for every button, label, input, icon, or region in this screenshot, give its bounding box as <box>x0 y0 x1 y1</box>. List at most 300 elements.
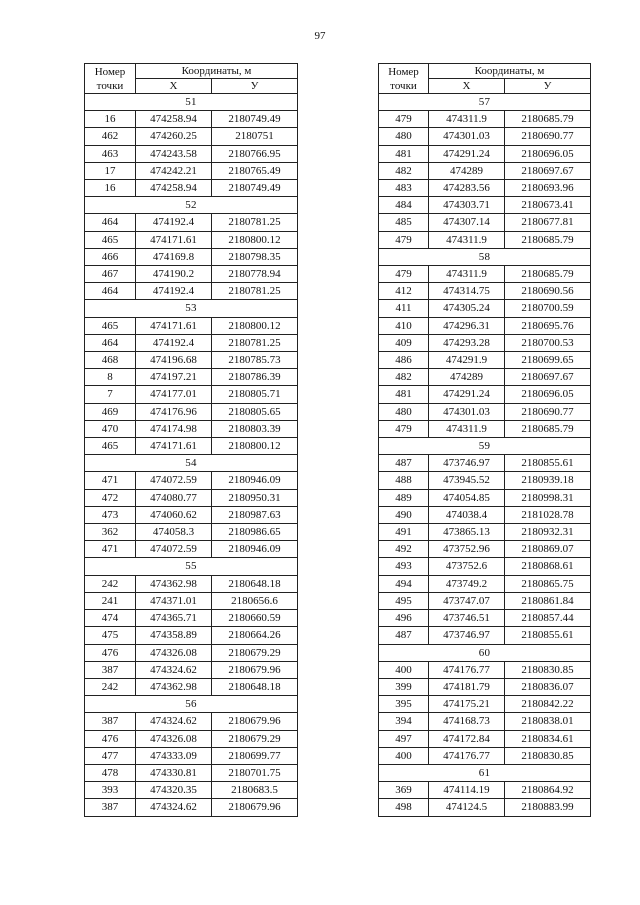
y-coordinate-cell: 2180946.09 <box>212 472 298 489</box>
x-coordinate-cell: 474172.84 <box>429 730 505 747</box>
table-body-right <box>379 94 591 817</box>
y-coordinate-cell: 2180690.77 <box>505 403 591 420</box>
table-row <box>379 575 591 592</box>
table-row <box>379 610 591 627</box>
y-coordinate-cell: 2180664.26 <box>212 627 298 644</box>
table-row <box>85 180 298 197</box>
table-row <box>379 541 591 558</box>
point-number-cell: 496 <box>379 610 429 627</box>
x-coordinate-cell: 474291.24 <box>429 145 505 162</box>
point-number-cell: 463 <box>85 145 136 162</box>
y-coordinate-cell: 2180786.39 <box>212 369 298 386</box>
table-row <box>379 661 591 678</box>
table-row <box>85 334 298 351</box>
point-number-header-line1: Номер <box>388 65 419 78</box>
y-coordinate-cell: 2180785.73 <box>212 352 298 369</box>
table-row <box>85 317 298 334</box>
point-number-cell: 465 <box>85 231 136 248</box>
point-number-cell: 481 <box>379 145 429 162</box>
y-coordinate-cell: 2180939.18 <box>505 472 591 489</box>
x-coordinate-cell: 474296.31 <box>429 317 505 334</box>
table-row <box>379 592 591 609</box>
point-number-cell: 489 <box>379 489 429 506</box>
x-coordinate-cell: 474301.03 <box>429 128 505 145</box>
point-number-cell: 488 <box>379 472 429 489</box>
table-row <box>379 489 591 506</box>
x-coordinate-cell: 474080.77 <box>136 489 212 506</box>
point-number-cell: 470 <box>85 420 136 437</box>
table-row <box>85 627 298 644</box>
point-number-cell: 469 <box>85 403 136 420</box>
table-row <box>85 420 298 437</box>
x-coordinate-cell: 474305.24 <box>429 300 505 317</box>
group-number: 56 <box>85 696 298 713</box>
point-number-cell: 462 <box>85 128 136 145</box>
point-number-cell: 467 <box>85 266 136 283</box>
x-coordinate-cell: 474283.56 <box>429 180 505 197</box>
y-coordinate-cell: 2180677.81 <box>505 214 591 231</box>
point-number-cell: 465 <box>85 317 136 334</box>
point-number-cell: 17 <box>85 162 136 179</box>
point-number-cell: 7 <box>85 386 136 403</box>
group-number: 54 <box>85 455 298 472</box>
x-coordinate-cell: 473749.2 <box>429 575 505 592</box>
table-row <box>85 747 298 764</box>
x-coordinate-cell: 474192.4 <box>136 214 212 231</box>
point-number-cell: 485 <box>379 214 429 231</box>
table-row <box>85 764 298 781</box>
x-header: X <box>429 79 505 94</box>
y-coordinate-cell: 2180766.95 <box>212 145 298 162</box>
x-coordinate-cell: 474072.59 <box>136 472 212 489</box>
point-number-cell: 471 <box>85 541 136 558</box>
point-number-cell: 480 <box>379 128 429 145</box>
table-row <box>85 472 298 489</box>
table-row <box>85 506 298 523</box>
point-number-cell: 491 <box>379 524 429 541</box>
y-coordinate-cell: 2180695.76 <box>505 317 591 334</box>
y-coordinate-cell: 2180697.67 <box>505 162 591 179</box>
table-row <box>379 197 591 214</box>
group-row <box>85 455 298 472</box>
group-row <box>85 94 298 111</box>
point-number-header <box>379 64 429 94</box>
x-coordinate-cell: 474258.94 <box>136 111 212 128</box>
x-coordinate-cell: 474242.21 <box>136 162 212 179</box>
point-number-cell: 479 <box>379 111 429 128</box>
table-row <box>379 627 591 644</box>
x-coordinate-cell: 474362.98 <box>136 678 212 695</box>
group-row <box>379 248 591 265</box>
group-row <box>85 300 298 317</box>
point-number-cell: 465 <box>85 438 136 455</box>
x-coordinate-cell: 474326.08 <box>136 644 212 661</box>
point-number-cell: 490 <box>379 506 429 523</box>
point-number-cell: 16 <box>85 180 136 197</box>
group-row <box>85 558 298 575</box>
x-coordinate-cell: 474174.98 <box>136 420 212 437</box>
point-number-cell: 479 <box>379 231 429 248</box>
group-number: 51 <box>85 94 298 111</box>
y-coordinate-cell: 2180700.53 <box>505 334 591 351</box>
group-number: 53 <box>85 300 298 317</box>
y-coordinate-cell: 2180986.65 <box>212 524 298 541</box>
point-number-cell: 399 <box>379 678 429 695</box>
point-number-cell: 482 <box>379 162 429 179</box>
x-coordinate-cell: 474190.2 <box>136 266 212 283</box>
y-coordinate-cell: 2180842.22 <box>505 696 591 713</box>
table-row <box>85 713 298 730</box>
table-row <box>85 266 298 283</box>
point-number-cell: 387 <box>85 799 136 816</box>
x-coordinate-cell: 474314.75 <box>429 283 505 300</box>
table-row <box>379 730 591 747</box>
point-number-cell: 476 <box>85 644 136 661</box>
point-number-cell: 8 <box>85 369 136 386</box>
point-number-cell: 486 <box>379 352 429 369</box>
point-number-cell: 478 <box>85 764 136 781</box>
y-coordinate-cell: 2180699.77 <box>212 747 298 764</box>
point-number-cell: 472 <box>85 489 136 506</box>
y-coordinate-cell: 2180987.63 <box>212 506 298 523</box>
x-coordinate-cell: 474260.25 <box>136 128 212 145</box>
x-coordinate-cell: 474320.35 <box>136 782 212 799</box>
point-number-cell: 242 <box>85 575 136 592</box>
table-row <box>85 214 298 231</box>
table-row <box>85 128 298 145</box>
point-number-cell: 480 <box>379 403 429 420</box>
point-number-cell: 484 <box>379 197 429 214</box>
table-row <box>379 782 591 799</box>
y-coordinate-cell: 2180749.49 <box>212 180 298 197</box>
y-coordinate-cell: 2180673.41 <box>505 197 591 214</box>
point-number-cell: 387 <box>85 661 136 678</box>
x-coordinate-cell: 474177.01 <box>136 386 212 403</box>
y-coordinate-cell: 2180690.56 <box>505 283 591 300</box>
group-row <box>85 197 298 214</box>
x-coordinate-cell: 474289 <box>429 162 505 179</box>
y-coordinate-cell: 2180865.75 <box>505 575 591 592</box>
x-coordinate-cell: 473746.97 <box>429 455 505 472</box>
y-coordinate-cell: 2180781.25 <box>212 334 298 351</box>
table-row <box>379 214 591 231</box>
x-coordinate-cell: 474192.4 <box>136 283 212 300</box>
table-row <box>379 472 591 489</box>
y-coordinate-cell: 2180864.92 <box>505 782 591 799</box>
y-coordinate-cell: 2180679.96 <box>212 799 298 816</box>
point-number-cell: 400 <box>379 661 429 678</box>
x-coordinate-cell: 474311.9 <box>429 111 505 128</box>
point-number-cell: 482 <box>379 369 429 386</box>
x-coordinate-cell: 474362.98 <box>136 575 212 592</box>
point-number-cell: 494 <box>379 575 429 592</box>
point-number-cell: 362 <box>85 524 136 541</box>
table-row <box>85 369 298 386</box>
table-row <box>85 644 298 661</box>
y-coordinate-cell: 2180998.31 <box>505 489 591 506</box>
table-row <box>85 678 298 695</box>
x-coordinate-cell: 474196.68 <box>136 352 212 369</box>
x-coordinate-cell: 474324.62 <box>136 713 212 730</box>
x-coordinate-cell: 473752.96 <box>429 541 505 558</box>
table-row <box>379 300 591 317</box>
point-number-cell: 475 <box>85 627 136 644</box>
x-coordinate-cell: 474197.21 <box>136 369 212 386</box>
point-number-cell: 479 <box>379 266 429 283</box>
table-row <box>85 782 298 799</box>
point-number-cell: 497 <box>379 730 429 747</box>
x-coordinate-cell: 474038.4 <box>429 506 505 523</box>
point-number-cell: 476 <box>85 730 136 747</box>
x-coordinate-cell: 474171.61 <box>136 231 212 248</box>
table-row <box>379 455 591 472</box>
x-coordinate-cell: 474324.62 <box>136 799 212 816</box>
group-number: 57 <box>379 94 591 111</box>
y-coordinate-cell: 2180800.12 <box>212 317 298 334</box>
x-coordinate-cell: 474293.28 <box>429 334 505 351</box>
table-row <box>379 506 591 523</box>
x-coordinate-cell: 474311.9 <box>429 231 505 248</box>
x-coordinate-cell: 474192.4 <box>136 334 212 351</box>
x-coordinate-cell: 474169.8 <box>136 248 212 265</box>
table-row <box>85 524 298 541</box>
y-coordinate-cell: 2180690.77 <box>505 128 591 145</box>
y-coordinate-cell: 2181028.78 <box>505 506 591 523</box>
y-coordinate-cell: 2180696.05 <box>505 145 591 162</box>
table-row <box>379 334 591 351</box>
point-number-cell: 477 <box>85 747 136 764</box>
table-row <box>379 558 591 575</box>
point-number-cell: 498 <box>379 799 429 816</box>
x-coordinate-cell: 474291.9 <box>429 352 505 369</box>
y-coordinate-cell: 2180683.5 <box>212 782 298 799</box>
coordinates-table-right <box>378 63 591 817</box>
table-row <box>85 438 298 455</box>
y-header: У <box>212 79 298 94</box>
y-coordinate-cell: 2180685.79 <box>505 231 591 248</box>
table-row <box>379 403 591 420</box>
point-number-cell: 412 <box>379 283 429 300</box>
table-row <box>85 403 298 420</box>
y-coordinate-cell: 2180800.12 <box>212 231 298 248</box>
x-coordinate-cell: 474124.5 <box>429 799 505 816</box>
table-row <box>85 162 298 179</box>
y-coordinate-cell: 2180855.61 <box>505 627 591 644</box>
table-row <box>379 317 591 334</box>
y-coordinate-cell: 2180800.12 <box>212 438 298 455</box>
y-coordinate-cell: 2180701.75 <box>212 764 298 781</box>
y-coordinate-cell: 2180798.35 <box>212 248 298 265</box>
point-number-cell: 411 <box>379 300 429 317</box>
x-coordinate-cell: 474289 <box>429 369 505 386</box>
y-coordinate-cell: 2180868.61 <box>505 558 591 575</box>
point-number-cell: 487 <box>379 627 429 644</box>
x-coordinate-cell: 474175.21 <box>429 696 505 713</box>
y-coordinate-cell: 2180696.05 <box>505 386 591 403</box>
table-row <box>85 283 298 300</box>
table-row <box>85 799 298 816</box>
y-coordinate-cell: 2180679.29 <box>212 730 298 747</box>
x-coordinate-cell: 474176.96 <box>136 403 212 420</box>
x-coordinate-cell: 474311.9 <box>429 266 505 283</box>
y-coordinate-cell: 2180950.31 <box>212 489 298 506</box>
group-row <box>85 696 298 713</box>
table-row <box>85 592 298 609</box>
coordinates-table-left <box>84 63 298 817</box>
coordinates-header: Координаты, м <box>136 64 298 79</box>
x-header: X <box>136 79 212 94</box>
point-number-cell: 487 <box>379 455 429 472</box>
x-coordinate-cell: 474324.62 <box>136 661 212 678</box>
y-coordinate-cell: 2180836.07 <box>505 678 591 695</box>
y-coordinate-cell: 2180834.61 <box>505 730 591 747</box>
point-number-cell: 464 <box>85 283 136 300</box>
group-row <box>379 764 591 781</box>
y-coordinate-cell: 2180805.71 <box>212 386 298 403</box>
point-number-cell: 387 <box>85 713 136 730</box>
group-number: 55 <box>85 558 298 575</box>
x-coordinate-cell: 474176.77 <box>429 661 505 678</box>
y-coordinate-cell: 2180932.31 <box>505 524 591 541</box>
group-number: 58 <box>379 248 591 265</box>
x-coordinate-cell: 473945.52 <box>429 472 505 489</box>
table-row <box>379 283 591 300</box>
table-row <box>379 369 591 386</box>
x-coordinate-cell: 474258.94 <box>136 180 212 197</box>
point-number-cell: 410 <box>379 317 429 334</box>
point-number-cell: 474 <box>85 610 136 627</box>
y-coordinate-cell: 2180685.79 <box>505 266 591 283</box>
x-coordinate-cell: 474171.61 <box>136 317 212 334</box>
y-coordinate-cell: 2180861.84 <box>505 592 591 609</box>
y-coordinate-cell: 2180830.85 <box>505 661 591 678</box>
y-coordinate-cell: 2180679.96 <box>212 713 298 730</box>
point-number-header <box>85 64 136 94</box>
y-coordinate-cell: 2180803.39 <box>212 420 298 437</box>
table-row <box>85 575 298 592</box>
y-coordinate-cell: 2180656.6 <box>212 592 298 609</box>
y-coordinate-cell: 2180648.18 <box>212 575 298 592</box>
table-row <box>85 111 298 128</box>
x-coordinate-cell: 473746.97 <box>429 627 505 644</box>
table-row <box>379 162 591 179</box>
point-number-cell: 395 <box>379 696 429 713</box>
table-row <box>379 111 591 128</box>
point-number-cell: 464 <box>85 214 136 231</box>
x-coordinate-cell: 474307.14 <box>429 214 505 231</box>
point-number-cell: 409 <box>379 334 429 351</box>
x-coordinate-cell: 473752.6 <box>429 558 505 575</box>
group-number: 59 <box>379 438 591 455</box>
table-row <box>379 180 591 197</box>
table-row <box>379 386 591 403</box>
point-number-cell: 471 <box>85 472 136 489</box>
x-coordinate-cell: 474333.09 <box>136 747 212 764</box>
table-row <box>379 266 591 283</box>
page-number: 97 <box>314 30 326 42</box>
x-coordinate-cell: 474176.77 <box>429 747 505 764</box>
y-coordinate-cell: 2180749.49 <box>212 111 298 128</box>
x-coordinate-cell: 473865.13 <box>429 524 505 541</box>
y-coordinate-cell: 2180830.85 <box>505 747 591 764</box>
table-row <box>85 610 298 627</box>
table-row <box>379 747 591 764</box>
y-coordinate-cell: 2180700.59 <box>505 300 591 317</box>
table-row <box>379 352 591 369</box>
y-coordinate-cell: 2180857.44 <box>505 610 591 627</box>
x-coordinate-cell: 474303.71 <box>429 197 505 214</box>
table-row <box>379 713 591 730</box>
x-coordinate-cell: 474371.01 <box>136 592 212 609</box>
x-coordinate-cell: 474072.59 <box>136 541 212 558</box>
point-number-cell: 495 <box>379 592 429 609</box>
point-number-header-line2: точки <box>96 79 124 92</box>
y-coordinate-cell: 2180660.59 <box>212 610 298 627</box>
y-coordinate-cell: 2180648.18 <box>212 678 298 695</box>
table-row <box>85 541 298 558</box>
group-row <box>379 644 591 661</box>
x-coordinate-cell: 474365.71 <box>136 610 212 627</box>
y-coordinate-cell: 2180751 <box>212 128 298 145</box>
y-coordinate-cell: 2180805.65 <box>212 403 298 420</box>
point-number-cell: 468 <box>85 352 136 369</box>
x-coordinate-cell: 474358.89 <box>136 627 212 644</box>
point-number-cell: 394 <box>379 713 429 730</box>
table-row <box>379 696 591 713</box>
group-number: 61 <box>379 764 591 781</box>
table-row <box>85 145 298 162</box>
point-number-cell: 242 <box>85 678 136 695</box>
x-coordinate-cell: 473746.51 <box>429 610 505 627</box>
y-coordinate-cell: 2180693.96 <box>505 180 591 197</box>
x-coordinate-cell: 474054.85 <box>429 489 505 506</box>
group-number: 52 <box>85 197 298 214</box>
group-row <box>379 94 591 111</box>
table-row <box>85 489 298 506</box>
y-coordinate-cell: 2180679.96 <box>212 661 298 678</box>
table-row <box>85 231 298 248</box>
point-number-cell: 493 <box>379 558 429 575</box>
table-body-left <box>85 94 298 817</box>
table-row <box>85 661 298 678</box>
point-number-header-line2: точки <box>390 79 417 92</box>
x-coordinate-cell: 474181.79 <box>429 678 505 695</box>
x-coordinate-cell: 474243.58 <box>136 145 212 162</box>
x-coordinate-cell: 474326.08 <box>136 730 212 747</box>
table-row <box>379 231 591 248</box>
table-row <box>85 386 298 403</box>
y-coordinate-cell: 2180883.99 <box>505 799 591 816</box>
group-row <box>379 438 591 455</box>
point-number-cell: 400 <box>379 747 429 764</box>
x-coordinate-cell: 474060.62 <box>136 506 212 523</box>
y-coordinate-cell: 2180869.07 <box>505 541 591 558</box>
y-coordinate-cell: 2180781.25 <box>212 214 298 231</box>
table-row <box>379 799 591 816</box>
point-number-cell: 479 <box>379 420 429 437</box>
point-number-cell: 393 <box>85 782 136 799</box>
y-coordinate-cell: 2180699.65 <box>505 352 591 369</box>
y-coordinate-cell: 2180765.49 <box>212 162 298 179</box>
table-row <box>85 730 298 747</box>
y-coordinate-cell: 2180685.79 <box>505 111 591 128</box>
y-coordinate-cell: 2180697.67 <box>505 369 591 386</box>
x-coordinate-cell: 474058.3 <box>136 524 212 541</box>
y-coordinate-cell: 2180946.09 <box>212 541 298 558</box>
point-number-cell: 464 <box>85 334 136 351</box>
y-coordinate-cell: 2180781.25 <box>212 283 298 300</box>
table-row <box>85 352 298 369</box>
